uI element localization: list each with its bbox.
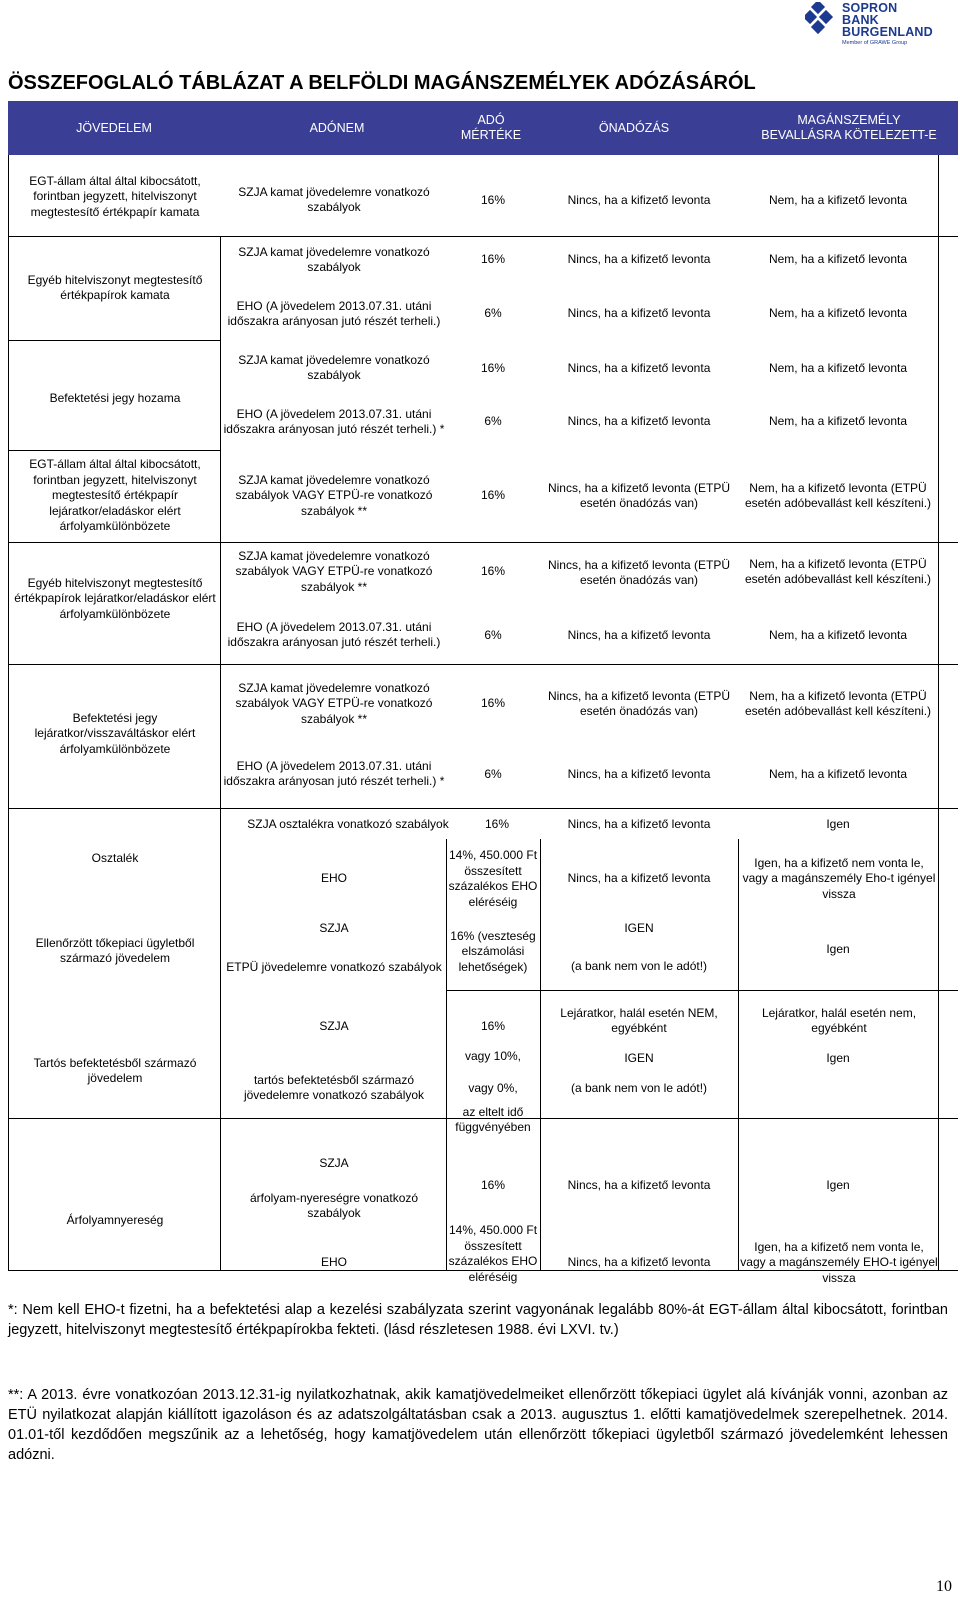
row4-income: EGT-állam által által kibocsátott, forintban jegyzett, hitelviszonyt megtestesítő értékpapír lejáratkor/eladáskor elért árfolyamkülönbözete	[29, 457, 201, 534]
row6a-return: Nem, ha a kifizető levonta (ETPÜ esetén adóbevallást kell készíteni.)	[744, 688, 932, 718]
row4-taxtype: SZJA kamat jövedelemre vonatkozó szabályok VAGY ETPÜ-re vonatkozó szabályok **	[235, 472, 433, 518]
row8-return: Igen	[826, 942, 850, 957]
row3a-taxtype: SZJA kamat jövedelemre vonatkozó szabályok	[238, 352, 430, 382]
row2-income: Egyéb hitelviszonyt megtestesítő értékpapírok kamata	[27, 272, 203, 302]
row6a-taxtype: SZJA kamat jövedelemre vonatkozó szabályok VAGY ETPÜ-re vonatkozó szabályok **	[235, 680, 433, 726]
row3a-return: Nem, ha a kifizető levonta	[768, 361, 908, 376]
row9-self-note: (a bank nem von le adót!)	[570, 1081, 708, 1096]
row9-return-lejar: Lejáratkor, halál esetén nem, egyébként	[761, 1005, 917, 1035]
row9-self-igen: IGEN	[624, 1051, 654, 1066]
row6b-taxtype: EHO (A jövedelem 2013.07.31. utáni időszakra arányosan jutó részét terheli.) *	[223, 758, 445, 788]
row10b-return: Igen, ha a kifizető nem vonta le, vagy a magánszemély EHO-t igényel vissza	[740, 1239, 938, 1285]
row2a-taxtype: SZJA kamat jövedelemre vonatkozó szabályok	[238, 244, 430, 274]
col-header-jovedelem: JÖVEDELEM	[76, 120, 152, 135]
row8-taxtype: ETPÜ jövedelemre vonatkozó szabályok	[226, 960, 442, 975]
row5b-self: Nincs, ha a kifizető levonta	[567, 628, 711, 643]
row7a-taxtype: SZJA osztalékra vonatkozó szabályok	[247, 817, 449, 832]
row3b-taxtype: EHO (A jövedelem 2013.07.31. utáni időszakra arányosan jutó részét terheli.) *	[223, 406, 445, 436]
row5b-return: Nem, ha a kifizető levonta	[768, 628, 908, 643]
row2b-taxtype: EHO (A jövedelem 2013.07.31. utáni időszakra arányosan jutó részét terheli.)	[227, 298, 441, 328]
row6b-self: Nincs, ha a kifizető levonta	[567, 767, 711, 782]
row9-rate-note: az eltelt idő függvényében	[455, 1104, 531, 1134]
row1-taxtype: SZJA kamat jövedelemre vonatkozó szabályok	[238, 184, 430, 214]
col-header-adonem: ADÓNEM	[309, 120, 365, 135]
row10-szja: SZJA	[319, 1156, 349, 1171]
row7b-self: Nincs, ha a kifizető levonta	[567, 871, 711, 886]
row7b-taxtype: EHO	[320, 871, 347, 886]
row6a-self: Nincs, ha a kifizető levonta (ETPÜ esetén önadózás van)	[547, 688, 731, 718]
row3b-self: Nincs, ha a kifizető levonta	[567, 414, 711, 429]
row1-self: Nincs, ha a kifizető levonta	[567, 193, 711, 208]
row3-income: Befektetési jegy hozama	[49, 391, 181, 406]
row6b-return: Nem, ha a kifizető levonta	[768, 767, 908, 782]
row8-self-note: (a bank nem von le adót!)	[570, 959, 708, 974]
page-title: ÖSSZEFOGLALÓ TÁBLÁZAT A BELFÖLDI MAGÁNSZEMÉLYEK ADÓZÁSÁRÓL	[8, 72, 756, 94]
logo-text: SOPRON BANK BURGENLAND	[842, 1, 933, 39]
row5a-taxtype: SZJA kamat jövedelemre vonatkozó szabályok VAGY ETPÜ-re vonatkozó szabályok **	[235, 548, 433, 594]
row9-rate16: 16%	[480, 1019, 506, 1034]
row7a-rate: 16%	[484, 817, 510, 832]
row10a-self: Nincs, ha a kifizető levonta	[567, 1178, 711, 1193]
logo-tagline: Member of GRAWE Group	[842, 40, 908, 46]
row10-income: Árfolyamnyereség	[66, 1213, 164, 1228]
row6a-rate: 16%	[480, 696, 506, 711]
row8-szja: SZJA	[319, 921, 349, 936]
row10-eho: EHO	[320, 1255, 347, 1270]
row5-income: Egyéb hitelviszonyt megtestesítő értékpapírok lejáratkor/eladáskor elért árfolyamkülönbözete	[14, 575, 216, 621]
row4-rate: 16%	[480, 488, 506, 503]
row8-self-igen: IGEN	[624, 921, 654, 936]
page-number: 10	[936, 1578, 952, 1595]
row10b-self: Nincs, ha a kifizető levonta	[567, 1255, 711, 1270]
row7b-return: Igen, ha a kifizető nem vonta le, vagy a magánszemély Eho-t igényel vissza	[742, 855, 936, 901]
footnote-2: **: A 2013. évre vonatkozóan 2013.12.31-ig nyilatkozhatnak, akik kamatjövedelmeiket ellenőrzött tőkepiaci ügylet alá kívánják vonni, azonban az ETÜ nyilatkozat alapján kiállított igazoláson és az adatszolgáltatásban csak a 2013. augusztus 1. előtti kamatjövedelmek szerepelhetnek. 2014. 01.01-től kezdődően megszűnik az a lehetőség, hogy kamatjövedelem után ellenőrzött tőkepiaci ügyletből származó jövedelemként lehessen adózni.	[8, 1387, 948, 1463]
col-header-onadozas: ÖNADÓZÁS	[598, 120, 670, 135]
row9-income: Tartós befektetésből származó jövedelem	[33, 1055, 197, 1085]
row7a-return: Igen	[826, 817, 850, 832]
row9-rate10: vagy 10%,	[464, 1049, 522, 1064]
footnote-1: *: Nem kell EHO-t fizetni, ha a befektetési alap a kezelési szabályzata szerint vagyonának legalább 80%-át EGT-állam által kibocsátott, forintban jegyzett, hitelviszonyt megtestesítő értékpapírokba fekteti. (lásd részletesen 1988. évi LXVI. tv.)	[8, 1302, 948, 1338]
row7-income: Osztalék	[91, 851, 139, 866]
row6b-rate: 6%	[484, 767, 502, 782]
row9-return-igen: Igen	[826, 1051, 850, 1066]
row4-self: Nincs, ha a kifizető levonta (ETPÜ esetén önadózás van)	[547, 480, 731, 510]
row7a-self: Nincs, ha a kifizető levonta	[567, 817, 711, 832]
row9-self-lejar: Lejáratkor, halál esetén NEM, egyébként	[560, 1005, 718, 1035]
row10b-rate: 14%, 450.000 Ft összesített százalékos EHO eléréséig	[448, 1223, 538, 1284]
row3a-rate: 16%	[480, 361, 506, 376]
row3b-return: Nem, ha a kifizető levonta	[768, 414, 908, 429]
row5a-return: Nem, ha a kifizető levonta (ETPÜ esetén adóbevallást kell készíteni.)	[744, 556, 932, 586]
row2a-self: Nincs, ha a kifizető levonta	[567, 252, 711, 267]
row6-income: Befektetési jegy lejáratkor/visszaváltáskor elért árfolyamkülönbözete	[34, 710, 196, 756]
row2b-rate: 6%	[484, 306, 502, 321]
row1-return: Nem, ha a kifizető levonta	[768, 193, 908, 208]
row9-rate0: vagy 0%,	[468, 1081, 518, 1096]
row5b-taxtype: EHO (A jövedelem 2013.07.31. utáni időszakra arányosan jutó részét terheli.)	[227, 619, 441, 649]
row10a-return: Igen	[826, 1178, 850, 1193]
row1-rate: 16%	[480, 193, 506, 208]
row2b-return: Nem, ha a kifizető levonta	[768, 306, 908, 321]
row9-taxtype: tartós befektetésből származó jövedelemre vonatkozó szabályok	[243, 1072, 425, 1102]
row8-income: Ellenőrzött tőkepiaci ügyletből származó jövedelem	[35, 935, 195, 965]
row3b-rate: 6%	[484, 414, 502, 429]
col-header-ado-merteke: ADÓ MÉRTÉKE	[460, 113, 522, 142]
row9-szja: SZJA	[319, 1019, 349, 1034]
row8-rate: 16% (veszteség elszámolási lehetőségek)	[450, 928, 536, 974]
row10-taxtype: árfolyam-nyereségre vonatkozó szabályok	[249, 1190, 419, 1220]
row2a-return: Nem, ha a kifizető levonta	[768, 252, 908, 267]
row5a-self: Nincs, ha a kifizető levonta (ETPÜ esetén önadózás van)	[547, 557, 731, 587]
row5b-rate: 6%	[484, 628, 502, 643]
row5a-rate: 16%	[480, 564, 506, 579]
row4-return: Nem, ha a kifizető levonta (ETPÜ esetén adóbevallást kell készíteni.)	[744, 480, 932, 510]
row10a-rate: 16%	[480, 1178, 506, 1193]
row2b-self: Nincs, ha a kifizető levonta	[567, 306, 711, 321]
row7b-rate: 14%, 450.000 Ft összesített százalékos EHO eléréséig	[448, 848, 538, 909]
row3a-self: Nincs, ha a kifizető levonta	[567, 361, 711, 376]
row1-income: EGT-állam által által kibocsátott, forintban jegyzett, hitelviszonyt megtestesítő értékpapír kamata	[29, 173, 201, 219]
col-header-bevallas: MAGÁNSZEMÉLY BEVALLÁSRA KÖTELEZETT-E	[761, 113, 937, 142]
row2a-rate: 16%	[480, 252, 506, 267]
